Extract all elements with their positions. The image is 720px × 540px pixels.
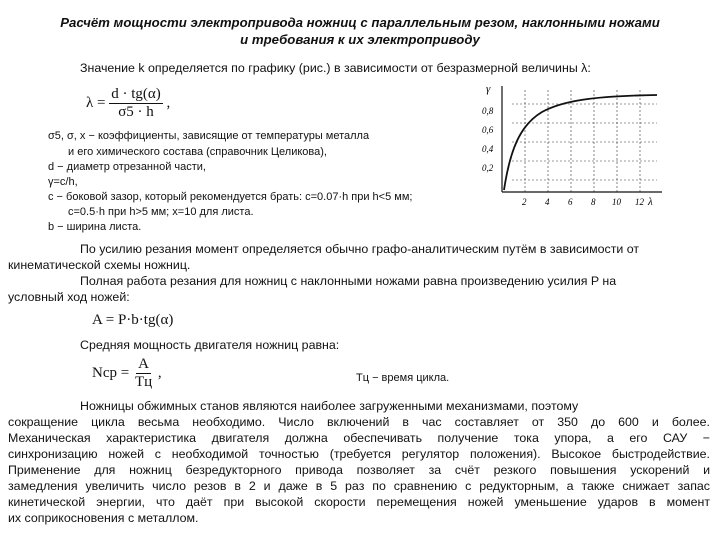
power-formula-tail: ,: [157, 364, 162, 381]
definition-sigma-cont: и его химического состава (справочник Целикова),: [68, 146, 327, 158]
power-formula-lhs: Nср =: [92, 364, 130, 381]
final-paragraph-line-7: кинетической энергии, что даёт при высокой скорости перемещения ножей уменьшение ударов в момент: [8, 495, 710, 509]
page-title: [0, 14, 720, 48]
definition-b: b − ширина листа.: [48, 221, 142, 233]
final-paragraph-line-1: Ножницы обжимных станов являются наиболее загруженными механизмами, поэтому: [80, 399, 579, 413]
definition-c-cont: c=0.5·h при h>5 мм; x=10 для листа.: [68, 206, 254, 218]
power-denominator: Tц: [134, 374, 153, 390]
final-paragraph-line-2: сокращение цикла весьма необходимо. Число включений в час составляет от 350 до 600 и более.: [8, 415, 710, 429]
definition-gamma: γ=c/h,: [48, 176, 78, 188]
lambda-fraction: [109, 86, 163, 121]
paragraph-moment-line-2: кинематической схемы ножниц.: [8, 258, 191, 272]
lambda-formula-tail: ,: [166, 94, 171, 111]
definition-d: d − диаметр отрезанной части,: [48, 161, 206, 173]
power-numerator: A: [138, 356, 149, 372]
work-formula: A = P·b·tg(α): [92, 312, 174, 328]
paragraph-work-line-2: условный ход ножей:: [8, 290, 130, 304]
y-tick-label: 0,8: [482, 106, 494, 116]
x-tick-label: 4: [545, 197, 550, 207]
final-paragraph-line-6: замедления увеличить число резов в 2 и даже в 5 раз по сравнению с редукторным, а также снижает запас: [8, 479, 710, 493]
cycle-time-note: Tц − время цикла.: [356, 372, 450, 384]
final-paragraph-line-4: синхронизацию ножей с необходимой точностью (требуется регулятор положения). Высокое быстродействие.: [8, 447, 710, 461]
lambda-numerator: d · tg(α): [111, 86, 161, 102]
x-tick-label: 10: [612, 197, 621, 207]
title-line-2: и требования к их электроприводу: [240, 32, 480, 47]
k-lambda-graph: [462, 80, 672, 210]
final-paragraph-line-8: их соприкосновения с металлом.: [8, 511, 199, 525]
title-line-1: Расчёт мощности электропривода ножниц с параллельным резом, наклонными ножами: [60, 15, 660, 30]
avg-power-text: Средняя мощность двигателя ножниц равна:: [80, 338, 340, 352]
final-paragraph-line-3: Механическая характеристика двигателя должна обеспечивать получение тока упора, а его САУ −: [8, 431, 710, 445]
definition-c: c − боковой зазор, который рекомендуется брать: c=0.07·h при h<5 мм;: [48, 191, 413, 203]
lambda-formula: [86, 86, 170, 121]
graph-y-label: γ: [486, 83, 491, 95]
y-tick-label: 0,2: [482, 163, 494, 173]
lambda-denominator: σ5 · h: [118, 104, 154, 120]
graph-curve: [504, 95, 657, 190]
y-tick-label: 0,6: [482, 125, 494, 135]
power-formula: [92, 356, 162, 391]
graph-grid: [512, 90, 657, 192]
paragraph-work-line-1: Полная работа резания для ножниц с наклонными ножами равна произведению усилия P на: [80, 274, 617, 288]
graph-x-label: λ: [648, 196, 653, 208]
paragraph-moment-line-1: По усилию резания момент определяется обычно графо-аналитическим путём в зависимости от: [80, 242, 640, 256]
x-tick-label: 12: [635, 197, 644, 207]
intro-text: Значение k определяется по графику (рис.) в зависимости от безразмерной величины λ:: [80, 61, 591, 75]
y-tick-label: 0,4: [482, 144, 494, 154]
x-tick-label: 6: [568, 197, 573, 207]
x-tick-label: 8: [591, 197, 596, 207]
x-tick-label: 2: [522, 197, 527, 207]
lambda-formula-lhs: λ =: [86, 94, 106, 111]
power-fraction: [133, 356, 154, 391]
definition-sigma: σ5, σ, x − коэффициенты, зависящие от температуры металла: [48, 130, 370, 142]
final-paragraph-line-5: Применение для ножниц безредукторного привода позволяет за счёт резкого повышения ускорений и: [8, 463, 710, 477]
